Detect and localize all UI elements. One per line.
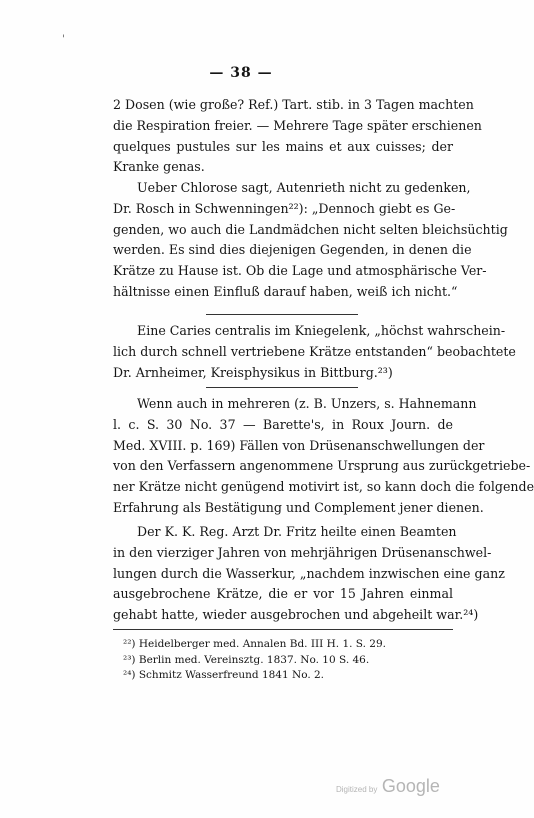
text-line: ner Krätze nicht genügend motivirt ist, so kann doch die folgende (113, 479, 534, 495)
corner-mark: ' (62, 34, 65, 45)
footnotes (113, 637, 453, 684)
paragraph-3 (113, 321, 516, 383)
footnote: ²²) Heidelberger med. Annalen Bd. III H. 1. S. 29. (123, 638, 387, 650)
text-line: gehabt hatte, wieder ausgebrochen und abgeheilt war.²⁴) (113, 607, 479, 623)
text-line: 2 Dosen (wie große? Ref.) Tart. stib. in 3 Tagen machten (113, 97, 474, 112)
paragraph-1 (113, 95, 482, 178)
text-line: Eine Caries centralis im Kniegelenk, „höchst wahrschein- (137, 323, 506, 338)
text-line: Dr. Rosch in Schwenningen²²): „Dennoch giebt es Ge- (113, 200, 456, 216)
text-line: Krätze zu Hause ist. Ob die Lage und atmosphärische Ver- (113, 263, 487, 279)
text-line: lungen durch die Wasserkur, „nachdem inzwischen eine ganz (113, 565, 505, 581)
text-line: lich durch schnell vertriebene Krätze entstanden“ beobachtete (113, 343, 516, 359)
text-line: Erfahrung als Bestätigung und Complement jener dienen. (113, 499, 484, 515)
text-line: hältnisse einen Einfluß darauf haben, weiß ich nicht.“ (113, 283, 458, 299)
paragraph-2 (113, 178, 508, 303)
text-line: Der K. K. Reg. Arzt Dr. Fritz heilte einen Beamten (137, 524, 457, 539)
text-line: l. c. S. 30 No. 37 — Barette's, in Roux Journ. de (113, 416, 453, 432)
separator-rule (206, 314, 358, 315)
footnote: ²⁴) Schmitz Wasserfreund 1841 No. 2. (123, 669, 325, 681)
paragraph-4 (113, 394, 534, 519)
footnote: ²³) Berlin med. Vereinsztg. 1837. No. 10 S. 46. (123, 653, 370, 666)
page-number: — 38 — (209, 65, 273, 81)
text-line: ausgebrochene Krätze, die er vor 15 Jahren einmal (113, 586, 453, 602)
text-line: werden. Es sind dies diejenigen Gegenden, in denen die (113, 242, 472, 258)
footnote-rule (113, 629, 453, 630)
text-line: von den Verfassern angenommene Ursprung aus zurückgetriebe- (113, 458, 531, 474)
text-line: die Respiration freier. — Mehrere Tage später erschienen (113, 117, 482, 133)
watermark-prefix: Digitized by (336, 785, 378, 794)
digitized-watermark (336, 776, 440, 797)
separator-rule (206, 387, 358, 388)
text-line: in den vierziger Jahren von mehrjährigen Drüsenanschwel- (113, 544, 492, 560)
text-line: genden, wo auch die Landmädchen nicht selten bleichsüchtig (113, 221, 508, 237)
google-logo: Google (381, 776, 440, 796)
text-line: Kranke genas. (113, 159, 205, 175)
text-line: Med. XVIII. p. 169) Fällen von Drüsenanschwellungen der (113, 437, 485, 453)
text-line: Ueber Chlorose sagt, Autenrieth nicht zu gedenken, (137, 180, 471, 195)
text-line: Wenn auch in mehreren (z. B. Unzers, s. Hahnemann (137, 396, 477, 411)
paragraph-5 (113, 522, 505, 626)
text-line: Dr. Arnheimer, Kreisphysikus in Bittburg.²³) (113, 364, 393, 380)
text-line: quelques pustules sur les mains et aux cuisses; der (113, 138, 453, 154)
